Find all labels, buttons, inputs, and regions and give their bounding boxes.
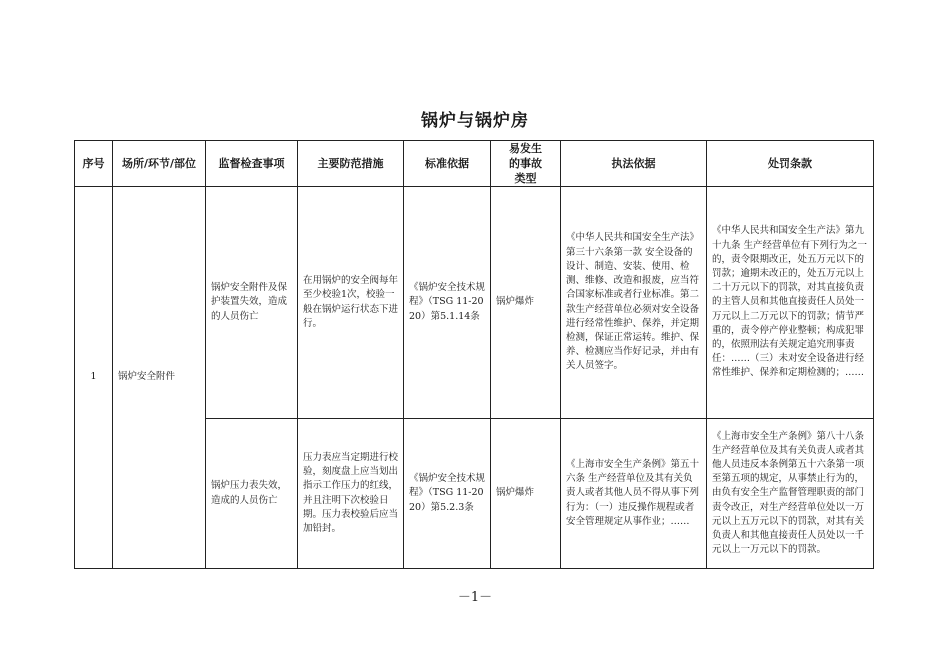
header-penalty: 处罚条款 <box>707 141 874 187</box>
header-inspection: 监督检查事项 <box>206 141 298 187</box>
header-seq: 序号 <box>75 141 113 187</box>
cell-measures: 在用锅炉的安全阀每年至少校验1次，校验一般在锅炉运行状态下进行。 <box>298 187 404 419</box>
header-law-basis: 执法依据 <box>561 141 707 187</box>
header-measures: 主要防范措施 <box>298 141 404 187</box>
cell-standard: 《锅炉安全技术规程》（TSG 11-2020）第5.2.3条 <box>404 419 491 569</box>
page-number: －1－ <box>457 590 493 605</box>
cell-location: 锅炉安全附件 <box>113 187 206 569</box>
cell-penalty: 《中华人民共和国安全生产法》第九十九条 生产经营单位有下列行为之一的，责令限期改正，处五万元以下的罚款；逾期未改正的，处五万元以上二十万元以下的罚款，对其直接负责的主管人员和其他直接责任人员处一万元以上二万元以下的罚款；情节严重的，责令停产停业整顿；构成犯罪的，依照刑法有关规定追究刑事责任：……（三）未对安全设备进行经常性维护、保养和定期检测的；…… <box>707 187 874 419</box>
cell-inspection: 锅炉安全附件及保护装置失效，造成的人员伤亡 <box>206 187 298 419</box>
cell-inspection: 锅炉压力表失效，造成的人员伤亡 <box>206 419 298 569</box>
cell-accident: 锅炉爆炸 <box>491 187 561 419</box>
cell-law-basis: 《中华人民共和国安全生产法》第三十六条第一款 安全设备的设计、制造、安装、使用、检测、维修、改造和报废，应当符合国家标准或者行业标准。第二款生产经营单位必须对安全设备进行经常性维护、保养，并定期检测，保证正常运转。维护、保养、检测应当作好记录，并由有关人员签字。 <box>561 187 707 419</box>
header-row <box>75 141 874 187</box>
cell-law-basis: 《上海市安全生产条例》第五十六条 生产经营单位及其有关负责人或者其他人员不得从事下列行为：（一）违反操作规程或者安全管理规定从事作业；…… <box>561 419 707 569</box>
header-standard: 标准依据 <box>404 141 491 187</box>
header-location: 场所/环节/部位 <box>113 141 206 187</box>
cell-standard: 《锅炉安全技术规程》（TSG 11-2020）第5.1.14条 <box>404 187 491 419</box>
cell-seq: 1 <box>75 187 113 569</box>
cell-penalty: 《上海市安全生产条例》第八十八条 生产经营单位及其有关负责人或者其他人员违反本条例第五十六条第一项至第五项的规定，从事禁止行为的，由负有安全生产监督管理职责的部门责令改正，对生产经营单位处以一万元以上五万元以下的罚款，对其有关负责人和其他直接责任人员处以一千元以上一万元以下的罚款。 <box>707 419 874 569</box>
table-header <box>75 141 874 187</box>
page-title: 锅炉与锅炉房 <box>421 111 529 131</box>
cell-accident: 锅炉爆炸 <box>491 419 561 569</box>
table-row <box>75 187 874 419</box>
header-accident: 易发生的事故类型 <box>491 141 561 187</box>
cell-measures: 压力表应当定期进行校验，刻度盘上应当划出指示工作压力的红线，并且注明下次校验日期。压力表校验后应当加铅封。 <box>298 419 404 569</box>
regulation-table <box>74 140 874 569</box>
